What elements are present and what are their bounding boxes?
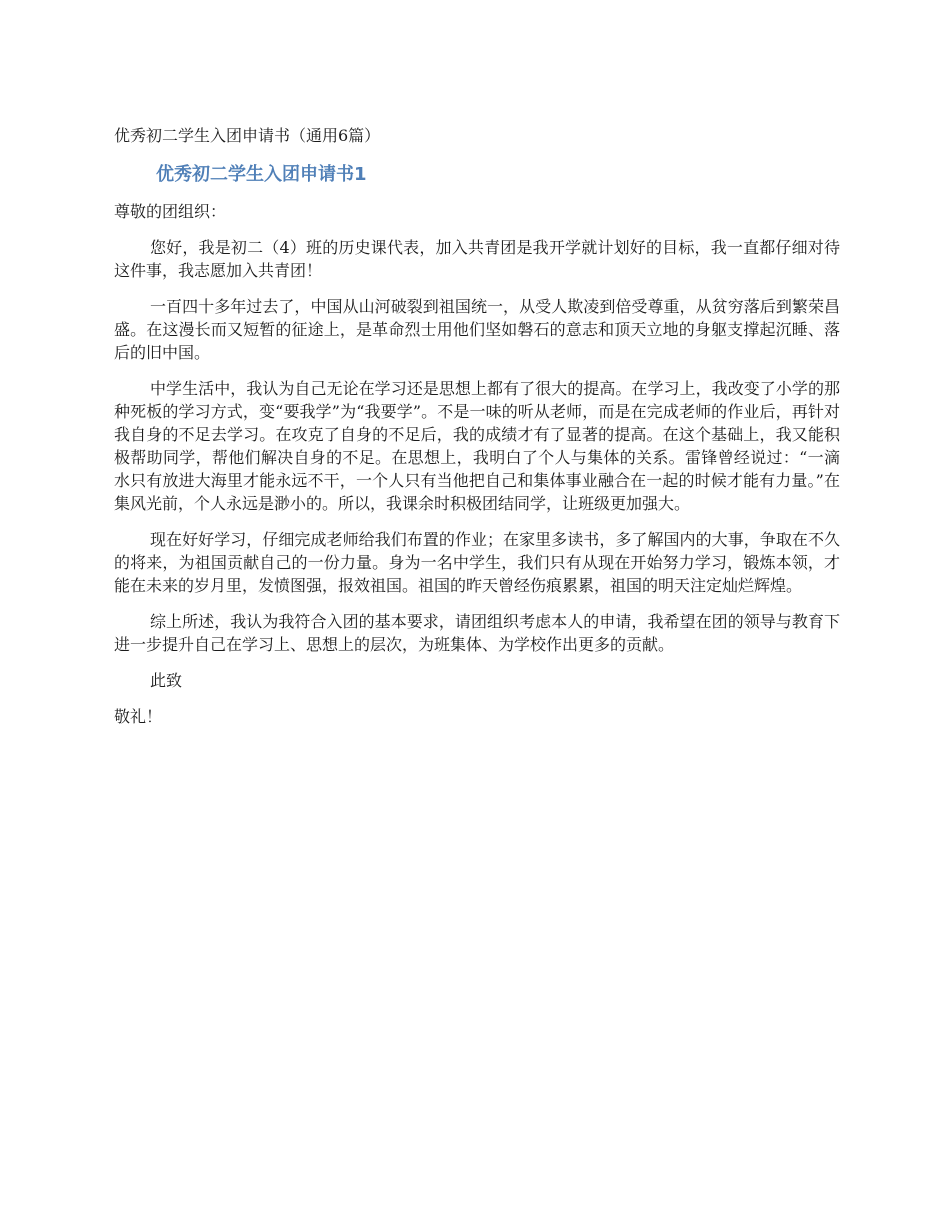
regards-phrase: 敬礼！: [114, 707, 163, 726]
paragraph-school-life: 中学生活中，我认为自己无论在学习还是思想上都有了很大的提高。在学习上，我改变了小学的那种死板的学习方式，变“要我学”为“我要学”。不是一味的听从老师，而是在完成老师的作业后，再针对我自身的不足去学习。在攻克了自身的不足后，我的成绩才有了显著的提高。在这个基础上，我又能积极帮助同学，帮他们解决自身的不足。在思想上，我明白了个人与集体的关系。雷锋曾经说过：“一滴水只有放进大海里才能永远不干，一个人只有当他把自己和集体事业融合在一起的时候才能有力量。”在集风光前，个人永远是渺小的。所以，我课余时积极团结同学，让班级更加强大。: [114, 379, 840, 513]
document-title: 优秀初二学生入团申请书（通用6篇）: [114, 126, 381, 145]
paragraph-history: 一百四十多年过去了，中国从山河破裂到祖国统一，从受人欺凌到倍受尊重，从贫穷落后到繁荣昌盛。在这漫长而又短暂的征途上，是革命烈士用他们坚如磐石的意志和顶天立地的身躯支撑起沉睡、落后的旧中国。: [114, 297, 840, 362]
section-heading: 优秀初二学生入团申请书1: [156, 164, 367, 185]
closing-phrase: 此致: [150, 671, 183, 690]
document-page: [114, 124, 840, 728]
paragraph-aspiration: 现在好好学习，仔细完成老师给我们布置的作业；在家里多读书，多了解国内的大事，争取在不久的将来，为祖国贡献自己的一份力量。身为一名中学生，我们只有从现在开始努力学习，锻炼本领，才能在未来的岁月里，发愤图强，报效祖国。祖国的昨天曾经伤痕累累，祖国的明天注定灿烂辉煌。: [114, 530, 840, 595]
paragraph-conclusion: 综上所述，我认为我符合入团的基本要求，请团组织考虑本人的申请，我希望在团的领导与教育下进一步提升自己在学习上、思想上的层次，为班集体、为学校作出更多的贡献。: [114, 612, 840, 654]
salutation: 尊敬的团组织：: [114, 202, 227, 221]
paragraph-greeting: 您好，我是初二（4）班的历史课代表，加入共青团是我开学就计划好的目标，我一直都仔细对待这件事，我志愿加入共青团！: [114, 238, 840, 280]
